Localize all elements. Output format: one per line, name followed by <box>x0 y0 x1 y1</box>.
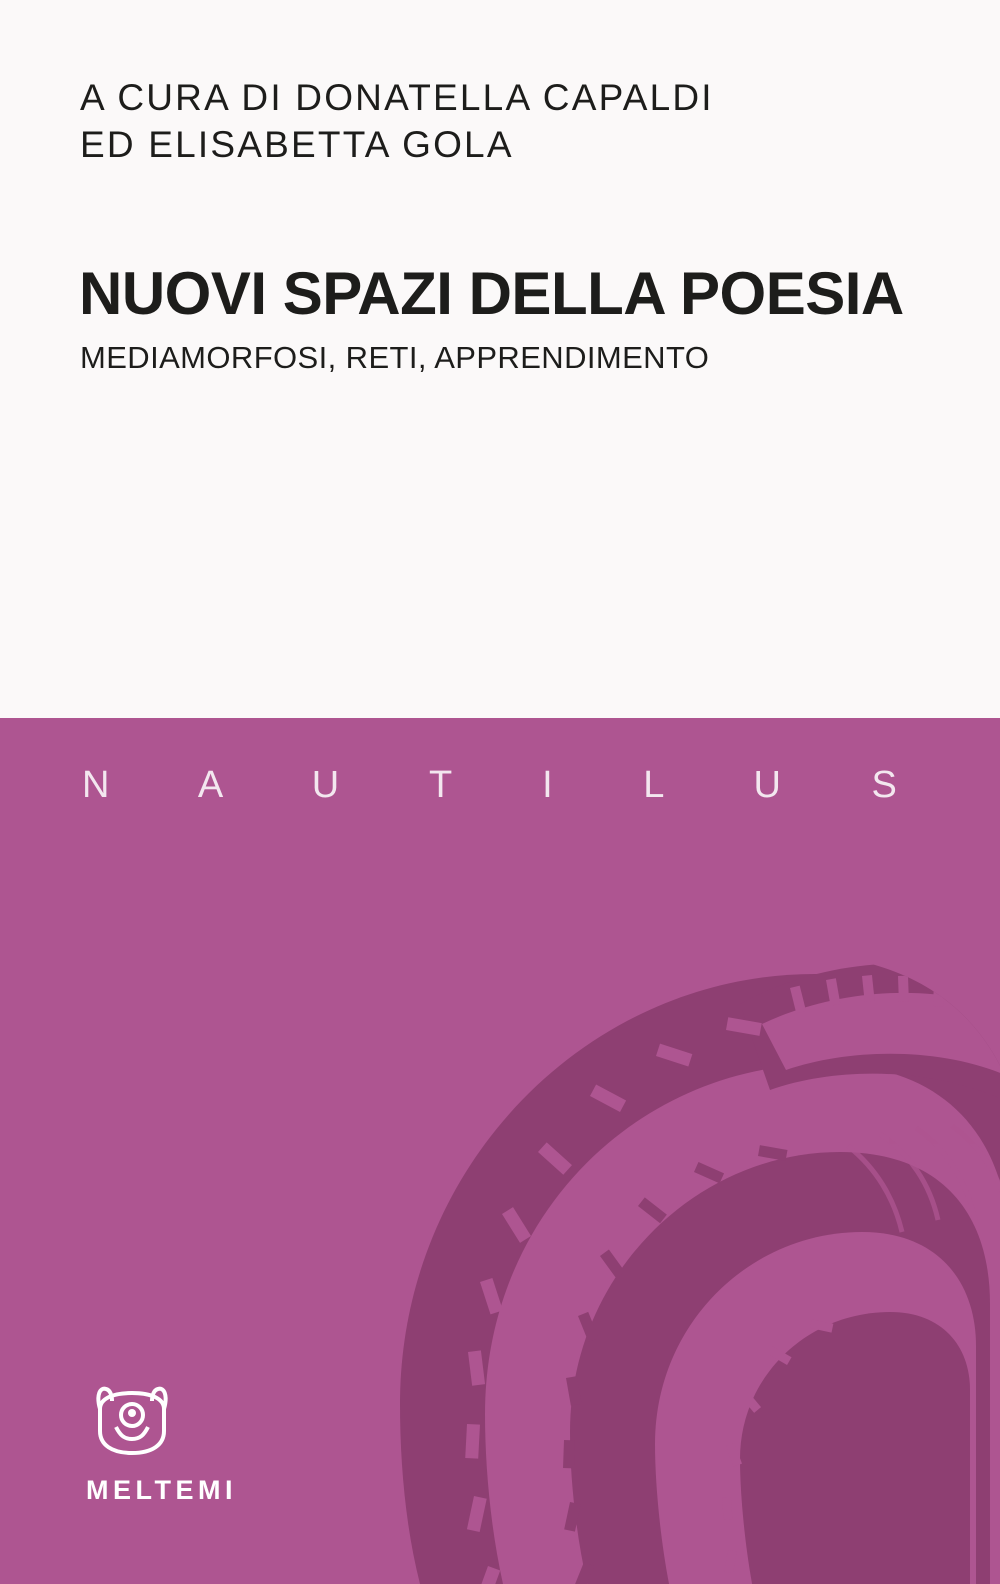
nautilus-shell-illustration <box>270 884 1000 1584</box>
publisher-logo <box>86 1379 306 1506</box>
series-name: N A U T I L U S <box>82 764 937 806</box>
editors-credit-line-2: ED ELISABETTA GOLA <box>80 124 514 166</box>
editors-credit-line-1: A CURA DI DONATELLA CAPALDI <box>80 77 714 118</box>
book-subtitle: MEDIAMORFOSI, RETI, APPRENDIMENTO <box>80 340 710 375</box>
editors-credit <box>80 74 920 169</box>
meltemi-crown-figure-icon <box>86 1379 178 1461</box>
book-title: NUOVI SPAZI DELLA POESIA <box>79 260 904 327</box>
publisher-name: MELTEMI <box>86 1475 237 1505</box>
cover-bottom-section <box>0 718 1000 1584</box>
cover-top-section <box>0 0 1000 718</box>
